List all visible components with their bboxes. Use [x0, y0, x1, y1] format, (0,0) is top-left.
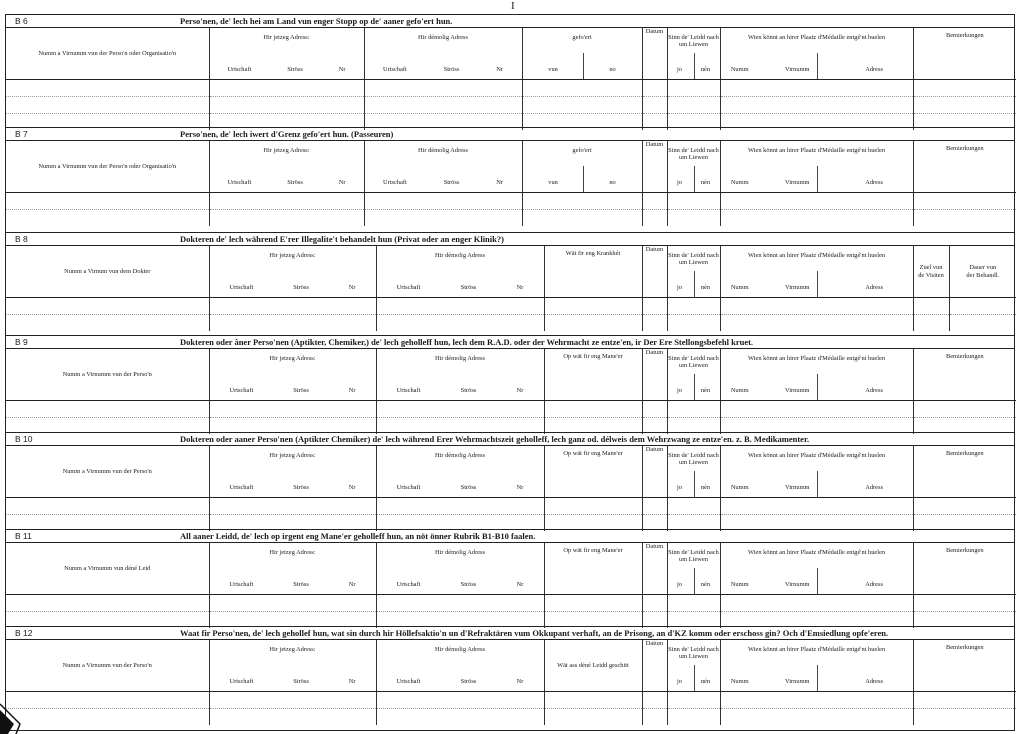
questionnaire-form — [5, 14, 1015, 731]
col-name-header: Numm a Virnum vun dem Dokter — [6, 246, 209, 298]
col-former-address: Hir démolig Adress Urtschaft Ströss Nr — [364, 141, 522, 193]
table-row — [6, 498, 1016, 515]
section-header — [6, 433, 1014, 446]
section-table — [6, 141, 1016, 226]
col-alive: Sinn de' Leidd nach um Liewen jo nén — [667, 349, 720, 401]
col-name-header: Numm a Virnumm vun der Perso'n — [6, 446, 209, 498]
col-date: Datum — [642, 543, 667, 595]
col-medal-recipient: Wien könnt an hirer Plaatz d'Médaille entgé'nt huelen Numm Virnumm Adress — [720, 543, 913, 595]
col-medal-recipient: Wien könnt an hirer Plaatz d'Médaille entgé'nt huelen Numm Virnumm Adress — [720, 446, 913, 498]
section-table — [6, 349, 1016, 434]
col-alive: Sinn de' Leidd nach um Liewen jo nén — [667, 28, 720, 80]
section-code: B 10 — [15, 434, 33, 444]
col-alive: Sinn de' Leidd nach um Liewen jo nén — [667, 141, 720, 193]
col-manner: Op wät fir eng Mane'er — [544, 543, 642, 595]
col-remarks: Bemierkungen — [913, 349, 1016, 401]
section-header — [6, 336, 1014, 349]
table-row — [6, 210, 1016, 227]
col-alive: Sinn de' Leidd nach um Liewen jo nén — [667, 543, 720, 595]
section-b10 — [5, 432, 1015, 529]
table-row — [6, 595, 1016, 612]
page-mark: I — [511, 0, 515, 12]
section-b8 — [5, 232, 1015, 335]
section-code: B 12 — [15, 628, 33, 638]
section-b12 — [5, 626, 1015, 731]
col-manner: Op wät fir eng Mane'er — [544, 446, 642, 498]
section-title: Waat fir Perso'nen, de' lech gehollef hun, wat sin durch hir Höllefsaktio'n un d'Refraktären vum Okkupant verhaft, an de Prisong, an d'KZ komm oder erschoss gin? Och d'Emsiedlung opfe'eren. — [180, 628, 889, 638]
section-table — [6, 246, 1016, 331]
col-fate: Wät ass déné Leidd geschitt — [544, 640, 642, 692]
col-date: Datum — [642, 640, 667, 692]
col-medal-recipient: Wien könnt an hirer Plaatz d'Médaille entgé'nt huelen Numm Virnumm Adress — [720, 246, 913, 298]
table-row — [6, 401, 1016, 418]
table-row — [6, 97, 1016, 114]
section-title: Dokteren oder âner Perso'nen (Aptikter, Chemiker,) de' lech geholleff hun, lech dem R.A.D. oder der Wehrmacht ze entze'en, ir Der Ere Stellongsbefehl kruet. — [180, 337, 754, 347]
col-date: Datum — [642, 141, 667, 193]
col-date: Datum — [642, 28, 667, 80]
section-table — [6, 28, 1016, 130]
section-b6 — [5, 14, 1015, 127]
section-title: Perso'nen, de' lech hei am Land vun enger Stopp op de' aaner gefo'ert hun. — [180, 16, 453, 26]
col-medal-recipient: Wien könnt an hirer Plaatz d'Médaille entgé'nt huelen Numm Virnumm Adress — [720, 141, 913, 193]
table-row — [6, 315, 1016, 332]
section-code: B 8 — [15, 234, 28, 244]
col-date: Datum — [642, 446, 667, 498]
section-header — [6, 233, 1014, 246]
col-remarks: Bemierkungen — [913, 543, 1016, 595]
section-title: Dokteren oder aaner Perso'nen (Aptikter Chemiker) de' lech während Erer Wehrmachtszeit geholleff, lech ganz od. délweis dem Wehrzwang ze entze'en. z. B. Medikamenter. — [180, 434, 810, 444]
col-illness: Wät fir eng Krankhét — [544, 246, 642, 298]
section-table — [6, 543, 1016, 628]
col-alive: Sinn de' Leidd nach um Liewen jo nén — [667, 640, 720, 692]
col-former-address: Hir démolig Adress Urtschaft Ströss Nr — [376, 543, 544, 595]
col-medal-recipient: Wien könnt an hirer Plaatz d'Médaille entgé'nt huelen Numm Virnumm Adress — [720, 640, 913, 692]
col-current-address: Hir jetzeg Adress: Urtschaft Ströss Nr — [209, 446, 376, 498]
page-corner-mark — [0, 702, 30, 734]
section-code: B 9 — [15, 337, 28, 347]
section-code: B 6 — [15, 16, 28, 26]
col-current-address: Hir jetzeg Adress: Urtschaft Ströss Nr — [209, 246, 376, 298]
col-alive: Sinn de' Leidd nach um Liewen jo nén — [667, 446, 720, 498]
col-former-address: Hir démolig Adress Urtschaft Ströss Nr — [376, 640, 544, 692]
section-header — [6, 15, 1014, 28]
col-remarks: Bemierkungen — [913, 28, 1016, 80]
col-remarks: Bemierkungen — [913, 446, 1016, 498]
col-date: Datum — [642, 349, 667, 401]
table-row — [6, 193, 1016, 210]
col-name-header: Numm a Virnumm vun der Perso'n — [6, 349, 209, 401]
col-medal-recipient: Wien könnt an hirer Plaatz d'Médaille entgé'nt huelen Numm Virnumm Adress — [720, 349, 913, 401]
col-current-address: Hir jetzeg Adress: Urtschaft Ströss Nr — [209, 141, 364, 193]
section-header — [6, 128, 1014, 141]
section-header — [6, 627, 1014, 640]
col-date: Datum — [642, 246, 667, 298]
table-row — [6, 692, 1016, 709]
col-current-address: Hir jetzeg Adress: Urtschaft Ströss Nr — [209, 543, 376, 595]
col-former-address: Hir démolig Adress Urtschaft Ströss Nr — [376, 246, 544, 298]
col-medal-recipient: Wien könnt an hirer Plaatz d'Médaille entgé'nt huelen Numm Virnumm Adress — [720, 28, 913, 80]
col-current-address: Hir jetzeg Adress: Urtschaft Ströss Nr — [209, 349, 376, 401]
table-row — [6, 80, 1016, 97]
section-header — [6, 530, 1014, 543]
col-alive: Sinn de' Leidd nach um Liewen jo nén — [667, 246, 720, 298]
section-b9 — [5, 335, 1015, 432]
col-name-header: Numm a Virnumm vun der Perso'n — [6, 640, 209, 692]
col-conveyed: gefo'ert vun no — [522, 28, 642, 80]
col-manner: Op wät fir eng Mane'er — [544, 349, 642, 401]
col-name-header: Numm a Virnumm vun der Perso'n oder Organisatio'n — [6, 141, 209, 193]
col-treatment-duration: Dauer vun der Behandl. — [949, 246, 1016, 298]
section-title: All aaner Leidd, de' lech op irgent eng Mane'er geholleff hun, an nöt önner Rubrik B1-B10 faalen. — [180, 531, 536, 541]
col-former-address: Hir démolig Adress Urtschaft Ströss Nr — [376, 349, 544, 401]
col-visit-count: Zuel vun de Visiten — [913, 246, 949, 298]
section-code: B 11 — [15, 531, 32, 541]
col-former-address: Hir démolig Adress Urtschaft Ströss Nr — [376, 446, 544, 498]
table-row — [6, 298, 1016, 315]
section-title: Dokteren de' lech während E'rer Illegalite't behandelt hun (Privat oder an enger Klinik?) — [180, 234, 504, 244]
section-title: Perso'nen, de' lech iwert d'Grenz gefo'ert hun. (Passeuren) — [180, 129, 394, 139]
section-b7 — [5, 127, 1015, 232]
col-conveyed: gefo'ert vun no — [522, 141, 642, 193]
col-name-header: Numm a Virnumm vun der Perso'n oder Organisatio'n — [6, 28, 209, 80]
section-table — [6, 640, 1016, 725]
col-current-address: Hir jetzeg Adress: Urtschaft Ströss Nr — [209, 28, 364, 80]
col-former-address: Hir démolig Adress Urtschaft Ströss Nr — [364, 28, 522, 80]
section-b11 — [5, 529, 1015, 626]
col-remarks: Bemierkungen — [913, 640, 1016, 692]
col-name-header: Numm a Virnumm vun déné Leid — [6, 543, 209, 595]
section-table — [6, 446, 1016, 531]
col-current-address: Hir jetzeg Adress: Urtschaft Ströss Nr — [209, 640, 376, 692]
section-code: B 7 — [15, 129, 28, 139]
col-remarks: Bemierkungen — [913, 141, 1016, 193]
table-row — [6, 709, 1016, 726]
